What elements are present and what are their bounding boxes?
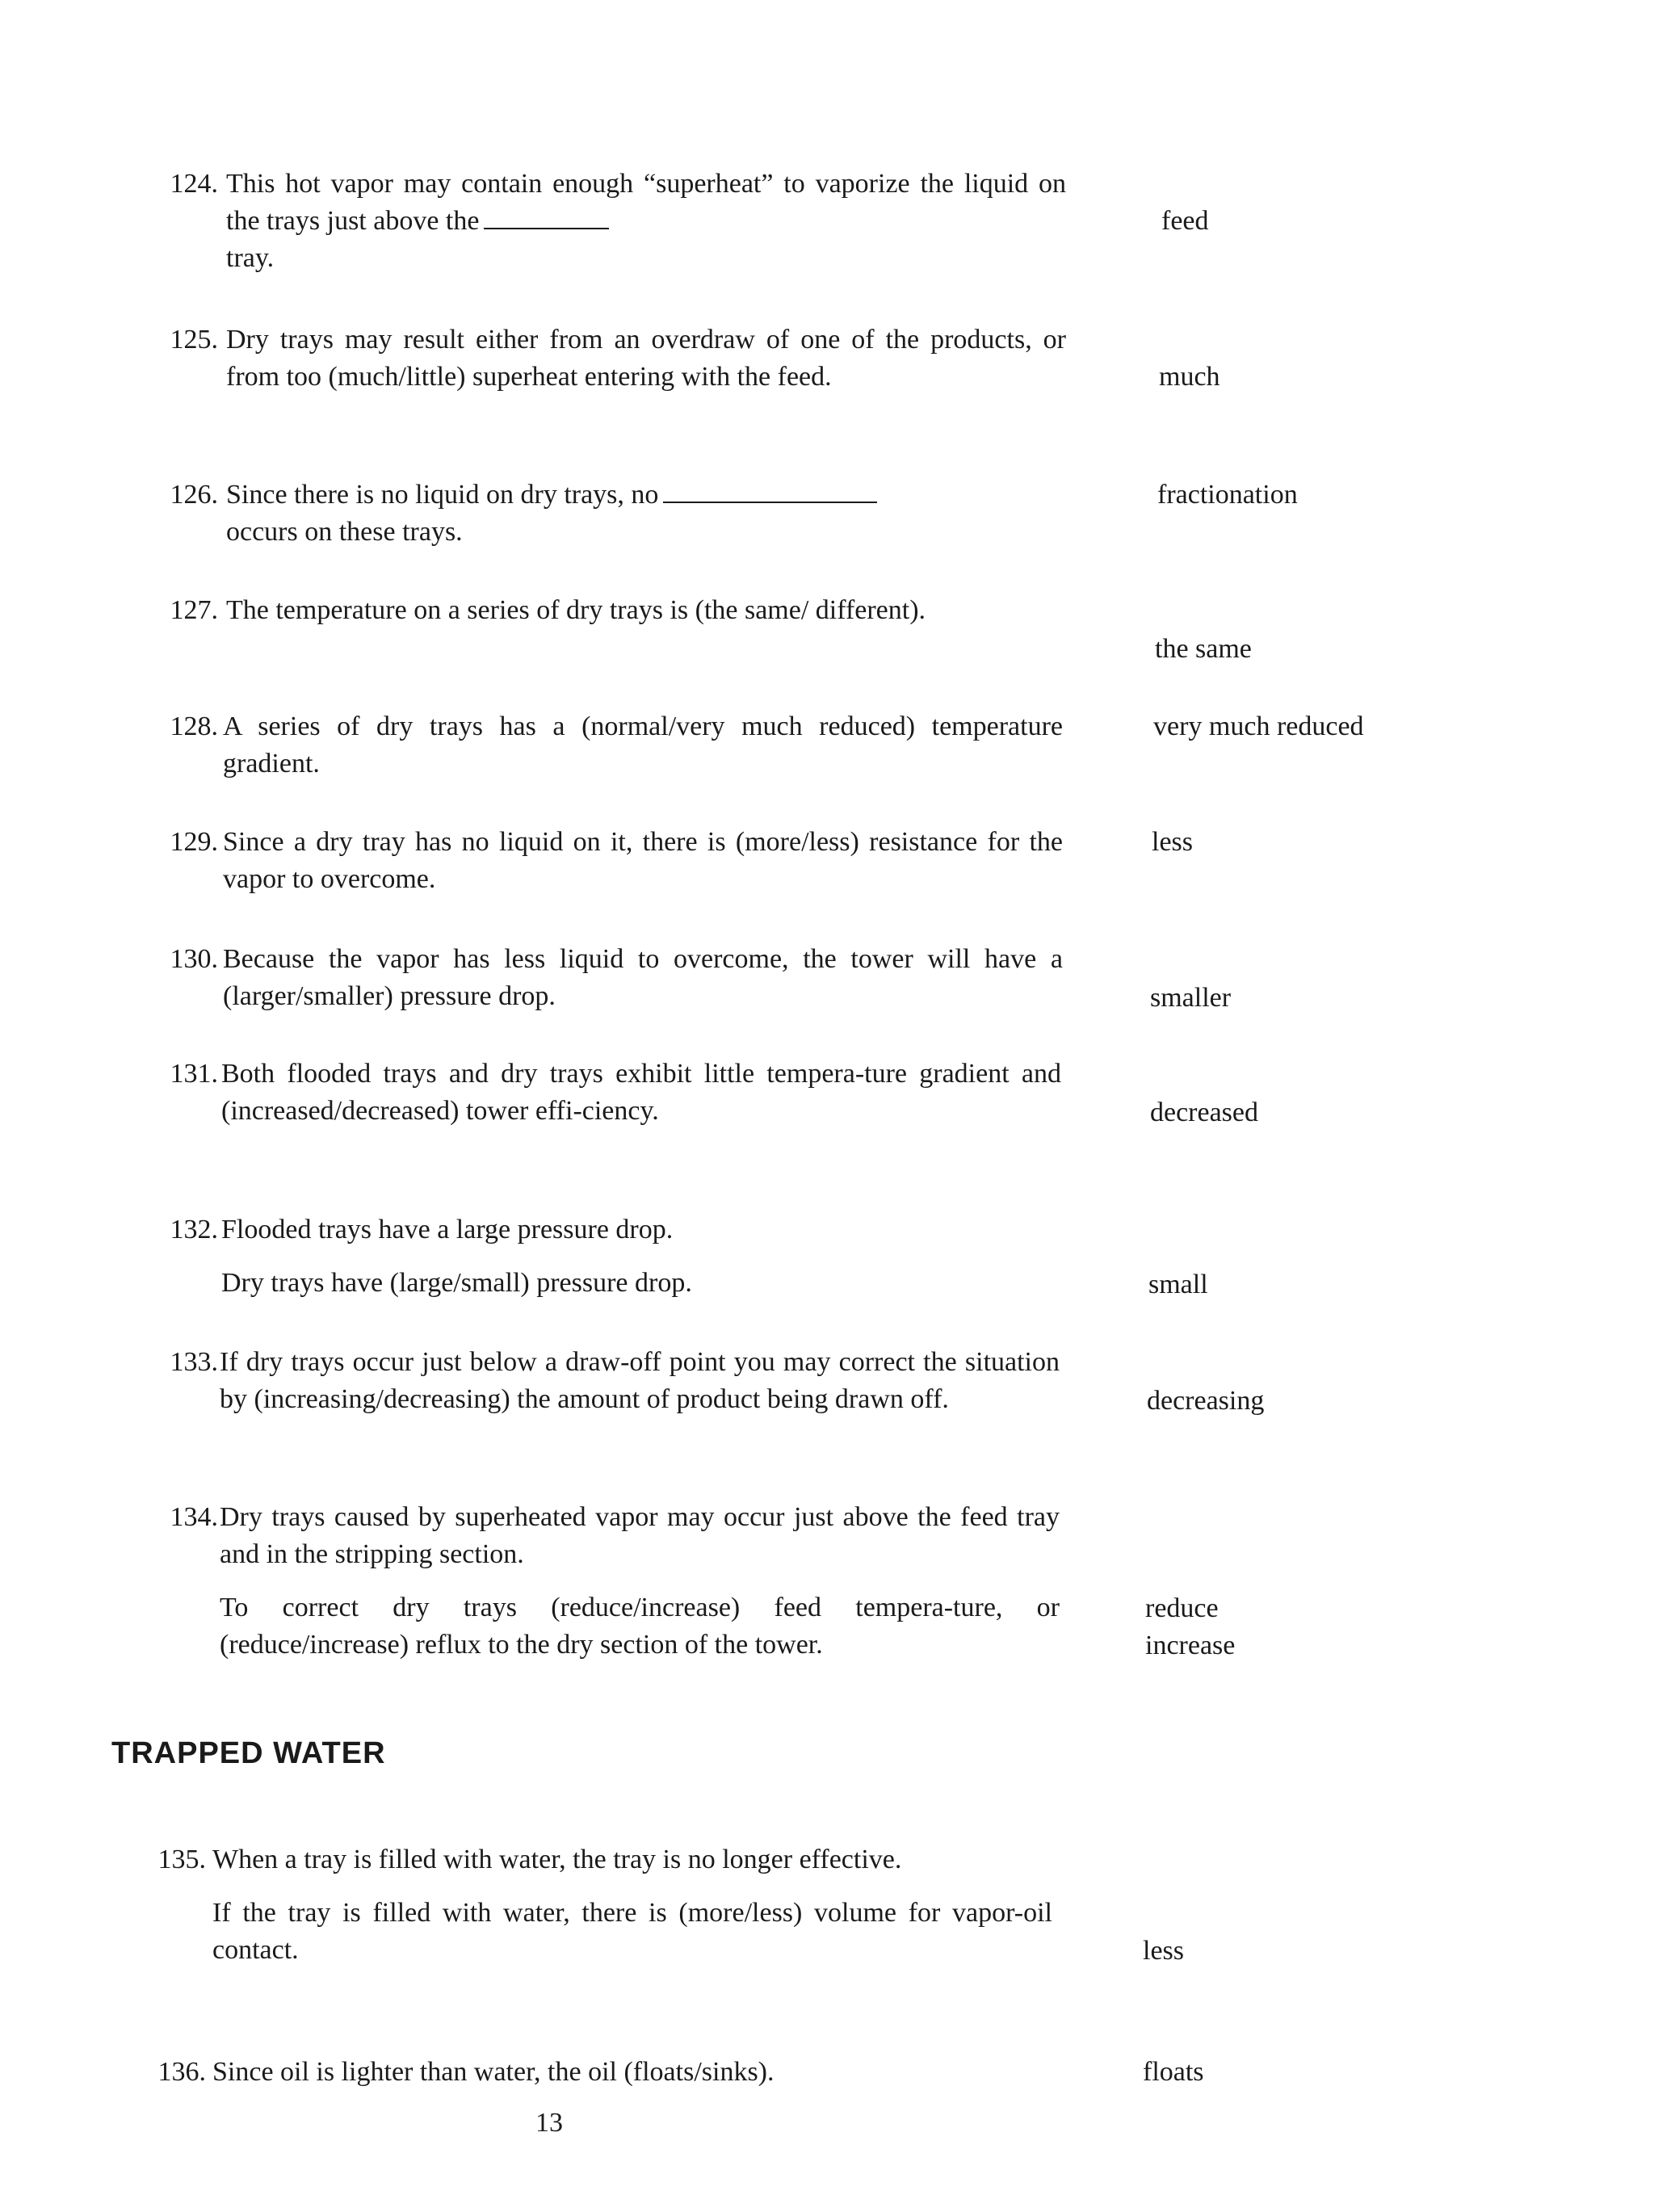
answer: less bbox=[1152, 827, 1193, 857]
answer: feed bbox=[1161, 206, 1209, 236]
question-number: 132. bbox=[170, 1215, 218, 1245]
answer: smaller bbox=[1150, 983, 1232, 1013]
question-text: Since a dry tray has no liquid on it, there is (more/less) resistance for the vapor to overcome. bbox=[223, 827, 1063, 894]
question-number: 125. bbox=[170, 325, 218, 355]
question-text: Flooded trays have a large pressure drop. Dry trays have (large/small) pressure drop. bbox=[221, 1215, 692, 1298]
question-text: Since there is no liquid on dry trays, no occurs on these trays. bbox=[226, 476, 1066, 551]
answer: less bbox=[1143, 1936, 1184, 1966]
answer: decreased bbox=[1150, 1098, 1259, 1127]
section-heading: TRAPPED WATER bbox=[111, 1736, 386, 1770]
question-text: When a tray is filled with water, the tray is no longer effective. If the tray is filled with water, there is (more/less) volume for vapor-oil contact. bbox=[212, 1845, 1052, 1965]
question-number: 134. bbox=[170, 1502, 218, 1532]
page-number: 13 bbox=[535, 2108, 563, 2138]
answer: much bbox=[1159, 362, 1220, 392]
question-number: 133. bbox=[170, 1347, 218, 1377]
question-text: Since oil is lighter than water, the oil (floats/sinks). bbox=[212, 2057, 775, 2087]
question-number: 128. bbox=[170, 711, 218, 741]
answer: fractionation bbox=[1157, 480, 1298, 510]
answer: small bbox=[1148, 1270, 1208, 1299]
answer: very much reduced bbox=[1153, 711, 1364, 741]
fill-blank bbox=[484, 204, 609, 229]
question-number: 124. bbox=[170, 169, 218, 199]
question-number: 127. bbox=[170, 595, 218, 625]
fill-blank bbox=[663, 477, 877, 503]
question-text: Both flooded trays and dry trays exhibit little tempera-ture gradient and (increased/decreased) tower effi-ciency. bbox=[221, 1059, 1061, 1126]
answer: reduce increase bbox=[1145, 1593, 1236, 1660]
question-number: 129. bbox=[170, 827, 218, 857]
question-text: If dry trays occur just below a draw-off point you may correct the situation by (increasing/decreasing) the amount of product being drawn off. bbox=[220, 1347, 1060, 1414]
question-number: 131. bbox=[170, 1059, 218, 1089]
question-number: 126. bbox=[170, 480, 218, 510]
question-text: The temperature on a series of dry trays is (the same/ different). bbox=[226, 595, 926, 625]
answer: floats bbox=[1143, 2057, 1204, 2087]
question-text: Because the vapor has less liquid to overcome, the tower will have a (larger/smaller) pressure drop. bbox=[223, 944, 1063, 1011]
answer: decreasing bbox=[1147, 1386, 1265, 1416]
answer: the same bbox=[1155, 634, 1252, 664]
question-number: 130. bbox=[170, 944, 218, 974]
question-text: Dry trays may result either from an overdraw of one of the products, or from too (much/little) superheat entering with the feed. bbox=[226, 325, 1066, 392]
question-text: Dry trays caused by superheated vapor may occur just above the feed tray and in the stripping section. To correct dry trays (reduce/increase) feed tempera-ture, or (reduce/increase) reflux to the dry section of the tower. bbox=[220, 1502, 1060, 1660]
question-text: A series of dry trays has a (normal/very much reduced) temperature gradient. bbox=[223, 711, 1063, 779]
question-text: This hot vapor may contain enough “superheat” to vaporize the liquid on the trays just above the tray. bbox=[226, 169, 1066, 273]
question-number: 135. bbox=[157, 1845, 206, 1874]
question-number: 136. bbox=[157, 2057, 206, 2087]
